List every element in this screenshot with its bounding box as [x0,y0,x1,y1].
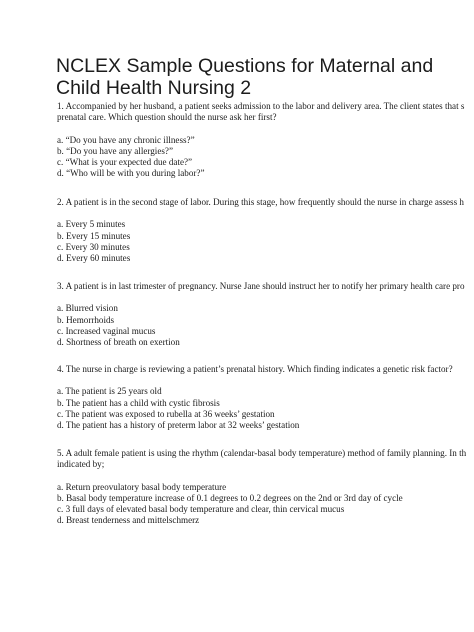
answer-option-b: b. Basal body temperature increase of 0.1 degrees to 0.2 degrees on the 2nd or 3rd day of cycle [57,492,403,503]
stem-line: 1. Accompanied by her husband, a patient seeks admission to the labor and delivery area. The client states that s [57,101,465,111]
answer-option-b: b. The patient has a child with cystic fibrosis [57,397,220,408]
answer-option-a: a. Blurred vision [57,303,118,314]
question-stem [57,364,453,375]
stem-line: indicated by; [57,459,105,470]
question-4 [57,364,453,431]
question-2 [57,197,464,264]
question-stem [57,448,466,471]
answer-option-d: d. “Who will be with you during labor?” [57,168,205,179]
answer-option-d: d. Every 60 minutes [57,253,131,264]
answer-option-c: c. “What is your expected due date?” [57,157,193,168]
question-1 [57,101,464,180]
answer-option-c: c. Every 30 minutes [57,241,130,252]
answer-option-d: d. Breast tenderness and mittelschmerz [57,515,200,526]
document-title [56,55,433,99]
stem-line: 2. A patient is in the second stage of labor. During this stage, how frequently should the nurse in charge assess h [57,197,464,207]
answer-option-a: a. The patient is 25 years old [57,386,162,397]
answer-option-a: a. Return preovulatory basal body temperature [57,481,227,492]
answer-option-d: d. The patient has a history of preterm labor at 32 weeks’ gestation [57,420,300,431]
question-stem [57,197,464,208]
stem-line: 4. The nurse in charge is reviewing a patient’s prenatal history. Which finding indicates a genetic risk factor? [57,364,453,374]
question-5 [57,448,466,527]
answer-option-c: c. 3 full days of elevated basal body temperature and clear, thin cervical mucus [57,504,345,515]
stem-line: 5. A adult female patient is using the rhythm (calendar-basal body temperature) method of family planning. In th [57,448,467,458]
title-line-2: Child Health Nursing 2 [56,77,252,99]
answer-option-b: b. Hemorrhoids [57,314,115,325]
answer-option-d: d. Shortness of breath on exertion [57,337,180,348]
answer-option-b: b. “Do you have any allergies?” [57,145,173,156]
question-3 [57,281,465,348]
question-stem [57,101,464,124]
answer-option-c: c. Increased vaginal mucus [57,325,156,336]
question-stem [57,281,465,292]
stem-line: prenatal care. Which question should the nurse ask her first? [57,112,277,123]
title-line-1: NCLEX Sample Questions for Maternal and [56,55,434,77]
answer-option-a: a. Every 5 minutes [57,219,126,230]
answer-option-c: c. The patient was exposed to rubella at 36 weeks’ gestation [57,408,275,419]
answer-option-a: a. “Do you have any chronic illness?” [57,134,195,145]
answer-option-b: b. Every 15 minutes [57,230,131,241]
stem-line: 3. A patient is in last trimester of pregnancy. Nurse Jane should instruct her to notify her primary health care pro [57,281,465,291]
